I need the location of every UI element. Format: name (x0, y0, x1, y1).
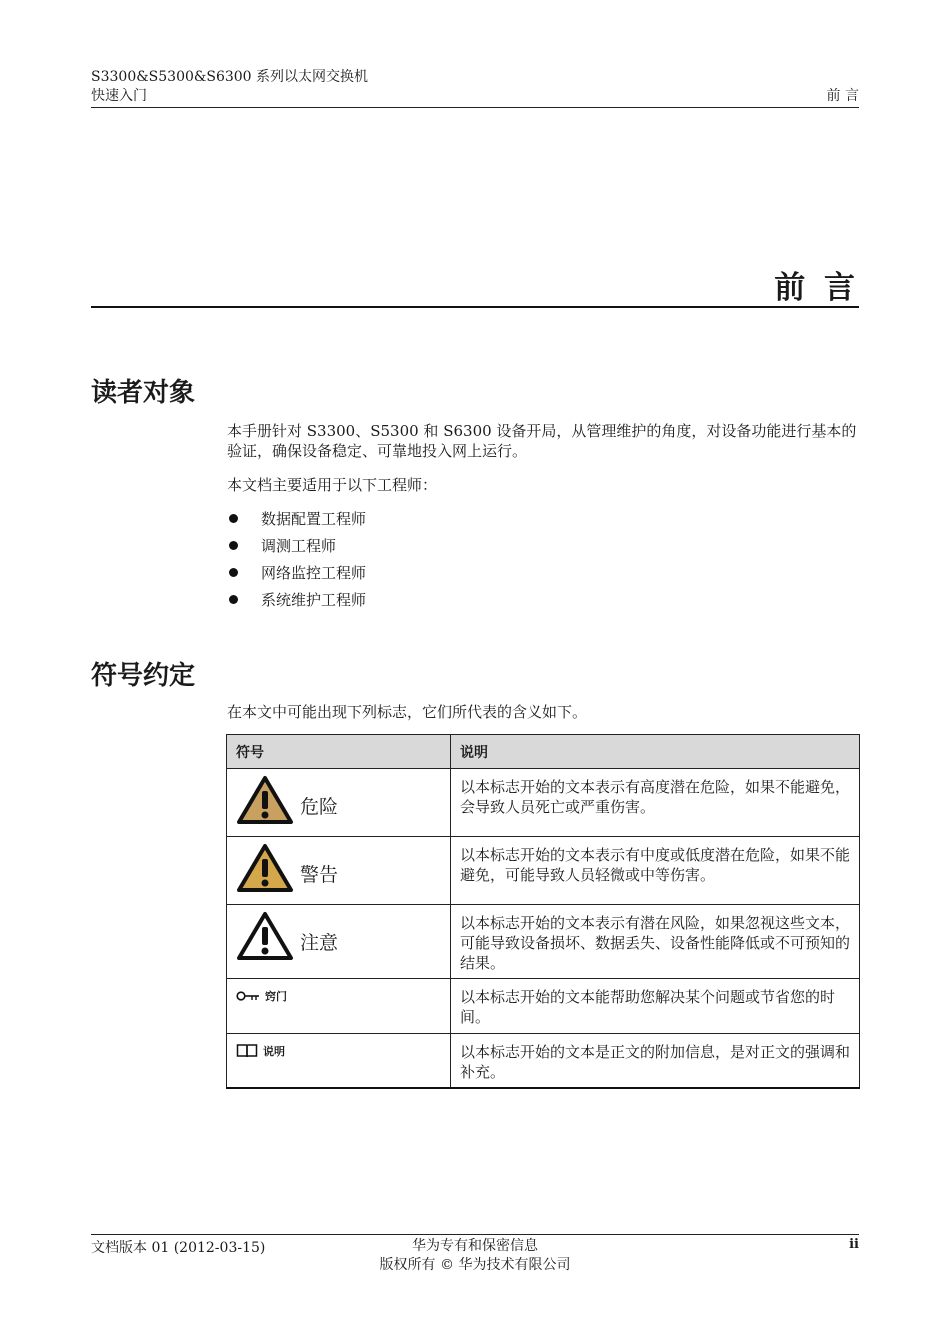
key-icon (236, 990, 260, 1002)
footer-center (300, 1237, 650, 1275)
audience-intro: 本手册针对 S3300、S5300 和 S6300 设备开局，从管理维护的角度，对设备功能进行基本的验证，确保设备稳定、可靠地投入网上运行。 (227, 422, 857, 460)
chapter-title: 前 言 (774, 270, 859, 306)
symbol-cell (227, 979, 451, 1034)
symbol-label: 窍门 (265, 990, 287, 1003)
audience-lead: 本文档主要适用于以下工程师： (227, 476, 438, 494)
description-cell: 以本标志开始的文本是正文的附加信息，是对正文的强调和补充。 (451, 1034, 860, 1088)
list-item: 调测工程师 (227, 532, 366, 559)
description-cell: 以本标志开始的文本能帮助您解决某个问题或节省您的时间。 (451, 979, 860, 1034)
table-row (227, 1034, 860, 1088)
table-row (227, 979, 860, 1034)
bullet-icon (229, 541, 238, 550)
bullet-icon (229, 514, 238, 523)
page-number: ii (849, 1237, 859, 1252)
conventions-intro: 在本文中可能出现下列标志，它们所代表的含义如下。 (227, 703, 588, 721)
section-title-conventions: 符号约定 (91, 661, 196, 691)
column-header-symbol: 符号 (227, 735, 451, 769)
symbol-cell (227, 837, 451, 905)
symbol-label: 注意 (300, 932, 339, 954)
chapter-rule (91, 306, 859, 308)
bullet-icon (229, 595, 238, 604)
header-section: 前 言 (826, 88, 859, 104)
footer-confidential: 华为专有和保密信息 (412, 1238, 538, 1254)
footer-copyright: 版权所有 © 华为技术有限公司 (379, 1257, 571, 1273)
description-cell: 以本标志开始的文本表示有中度或低度潜在危险，如果不能避免，可能导致人员轻微或中等伤害。 (451, 837, 860, 905)
symbol-table (226, 734, 860, 1089)
header-doc-name: 快速入门 (91, 88, 147, 104)
footer-rule (91, 1234, 859, 1235)
symbol-cell (227, 905, 451, 979)
symbol-cell (227, 769, 451, 837)
page-header (91, 68, 859, 106)
table-row (227, 769, 860, 837)
table-row (227, 905, 860, 979)
header-product: S3300&S5300&S6300 系列以太网交换机 (91, 69, 369, 85)
symbol-label: 警告 (300, 864, 339, 886)
footer-version: 文档版本 01 (2012-03-15) (91, 1240, 266, 1256)
list-item: 系统维护工程师 (227, 586, 366, 613)
warning-icon (236, 843, 294, 893)
danger-icon (236, 775, 294, 825)
list-item: 网络监控工程师 (227, 559, 366, 586)
header-rule (91, 107, 859, 108)
column-header-description: 说明 (451, 735, 860, 769)
description-cell: 以本标志开始的文本表示有高度潜在危险，如果不能避免，会导致人员死亡或严重伤害。 (451, 769, 860, 837)
symbol-cell (227, 1034, 451, 1088)
audience-list (227, 505, 366, 613)
table-header-row (227, 735, 860, 769)
list-item: 数据配置工程师 (227, 505, 366, 532)
symbol-label: 说明 (263, 1045, 285, 1058)
table-row (227, 837, 860, 905)
bullet-icon (229, 568, 238, 577)
caution-icon (236, 911, 294, 961)
description-cell: 以本标志开始的文本表示有潜在风险，如果忽视这些文本，可能导致设备损坏、数据丢失、设备性能降低或不可预知的结果。 (451, 905, 860, 979)
symbol-label: 危险 (300, 796, 339, 818)
section-title-audience: 读者对象 (91, 378, 196, 408)
book-icon (236, 1043, 258, 1059)
